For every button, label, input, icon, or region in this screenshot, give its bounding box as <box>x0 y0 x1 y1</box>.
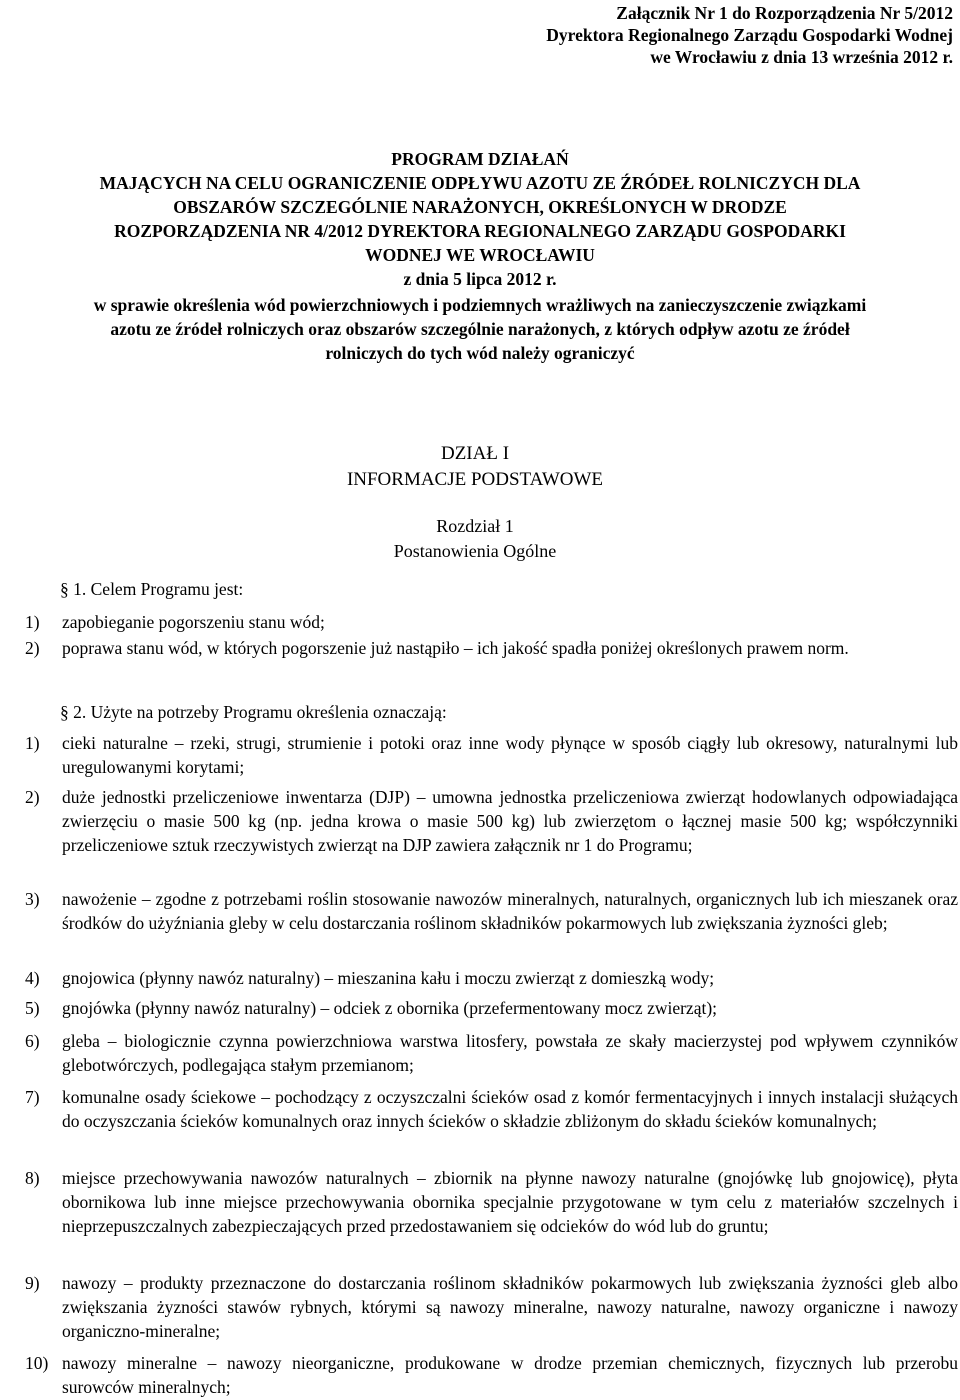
item-number: 1) <box>25 612 40 632</box>
item-text: nawożenie – zgodne z potrzebami roślin stosowanie nawozów mineralnych, naturalnych, organicznych lub ich mieszanek oraz środków do użyźniania gleby w celu dostarczania roślinom składników pokarmowych lub zwiększania żyzności gleb; <box>62 889 958 933</box>
document-subject <box>0 293 960 365</box>
item-number: 1) <box>25 733 40 753</box>
item-text: cieki naturalne – rzeki, strugi, strumienie i potoki oraz inne wody płynące w sposób ciągły lub okresowy, naturalnymi lub uregulowanymi korytami; <box>62 733 958 777</box>
section-number: DZIAŁ I <box>440 443 510 464</box>
chapter-number: Rozdział 1 <box>436 516 514 536</box>
item-text: nawozy mineralne – nawozy nieorganiczne, produkowane w drodze przemian chemicznych, fizycznych lub przerobu surowców mineralnych; <box>62 1353 958 1397</box>
item-number: 9) <box>25 1273 40 1293</box>
title-line: ROZPORZĄDZENIA NR 4/2012 DYREKTORA REGIONALNEGO ZARZĄDU GOSPODARKI <box>114 221 846 241</box>
paragraph-1-heading: § 1. Celem Programu jest: <box>60 579 244 599</box>
item-number: 10) <box>25 1353 49 1373</box>
chapter-heading <box>0 514 950 564</box>
item-text: poprawa stanu wód, w których pogorszenie już nastąpiło – ich jakość spadła poniżej określonych prawem norm. <box>62 638 849 658</box>
title-line: WODNEJ WE WROCŁAWIU <box>365 245 595 265</box>
item-text: nawozy – produkty przeznaczone do dostarczania roślinom składników pokarmowych lub zwiększania żyzności gleb albo zwiększania żyzności stawów rybnych, którymi są nawozy mineralne, nawozy naturalne, nawozy organiczne i nawozy organiczno-mineralne; <box>62 1273 958 1341</box>
item-text: miejsce przechowywania nawozów naturalnych – zbiornik na płynne nawozy naturalne (gnojówkę lub gnojowicę), płyta obornikowa lub inne miejsce przechowywania obornika specjalnie przygotowane w tym celu z materiałów szczelnych i nieprzepuszczalnych zabezpieczających przed przedostawaniem się odcieków do wód lub do gruntu; <box>62 1168 958 1236</box>
attachment-line: Dyrektora Regionalnego Zarządu Gospodarki Wodnej <box>546 25 953 45</box>
subject-line: azotu ze źródeł rolniczych oraz obszarów szczególnie narażonych, z których odpływ azotu ze źródeł <box>110 319 850 339</box>
item-text: gleba – biologicznie czynna powierzchniowa warstwa litosfery, powstała ze skały macierzystej pod wpływem czynników glebotwórczych, podlegająca stałym przemianom; <box>62 1031 958 1075</box>
section-heading <box>0 441 950 493</box>
item-number: 2) <box>25 638 40 658</box>
item-number: 7) <box>25 1087 40 1107</box>
title-line: z dnia 5 lipca 2012 r. <box>403 269 557 289</box>
item-number: 2) <box>25 787 40 807</box>
chapter-name: Postanowienia Ogólne <box>393 541 557 561</box>
item-number: 6) <box>25 1031 40 1051</box>
title-line: PROGRAM DZIAŁAŃ <box>391 149 569 169</box>
attachment-line: we Wrocławiu z dnia 13 września 2012 r. <box>650 47 953 67</box>
attachment-line: Załącznik Nr 1 do Rozporządzenia Nr 5/2012 <box>616 3 953 23</box>
item-text: gnojówka (płynny nawóz naturalny) – odciek z obornika (przefermentowany mocz zwierząt); <box>62 998 718 1018</box>
item-text: gnojowica (płynny nawóz naturalny) – mieszanina kału i moczu zwierząt z domieszką wody; <box>62 968 715 988</box>
item-number: 3) <box>25 889 40 909</box>
item-number: 5) <box>25 998 40 1018</box>
item-number: 8) <box>25 1168 40 1188</box>
section-name: INFORMACJE PODSTAWOWE <box>346 469 604 490</box>
attachment-note <box>546 2 953 68</box>
item-text: duże jednostki przeliczeniowe inwentarza (DJP) – umowna jednostka przeliczeniowa zwierząt hodowlanych odpowiadająca zwierzęciu o masie 500 kg (np. jedna krowa o masie 500 kg) lub zwierzętom o łącznej masie 500 kg; współczynniki przeliczeniowe sztuk rzeczywistych zwierząt na DJP zawiera załącznik nr 1 do Programu; <box>62 787 958 855</box>
document-title <box>0 147 960 291</box>
paragraph-2-heading: § 2. Użyte na potrzeby Programu określenia oznaczają: <box>60 702 447 722</box>
title-line: OBSZARÓW SZCZEGÓLNIE NARAŻONYCH, OKREŚLONYCH W DRODZE <box>173 197 787 217</box>
title-line: MAJĄCYCH NA CELU OGRANICZENIE ODPŁYWU AZOTU ZE ŹRÓDEŁ ROLNICZYCH DLA <box>99 173 861 193</box>
subject-line: rolniczych do tych wód należy ograniczyć <box>325 343 635 363</box>
item-text: zapobieganie pogorszeniu stanu wód; <box>62 612 325 632</box>
item-text: komunalne osady ściekowe – pochodzący z oczyszczalni ścieków osad z komór fermentacyjnych i innych instalacji służących do oczyszczania ścieków komunalnych oraz innych ścieków o składzie zbliżonym do składu ścieków komunalnych; <box>62 1087 958 1131</box>
subject-line: w sprawie określenia wód powierzchniowych i podziemnych wrażliwych na zanieczyszczenie związkami <box>93 295 867 315</box>
item-number: 4) <box>25 968 40 988</box>
